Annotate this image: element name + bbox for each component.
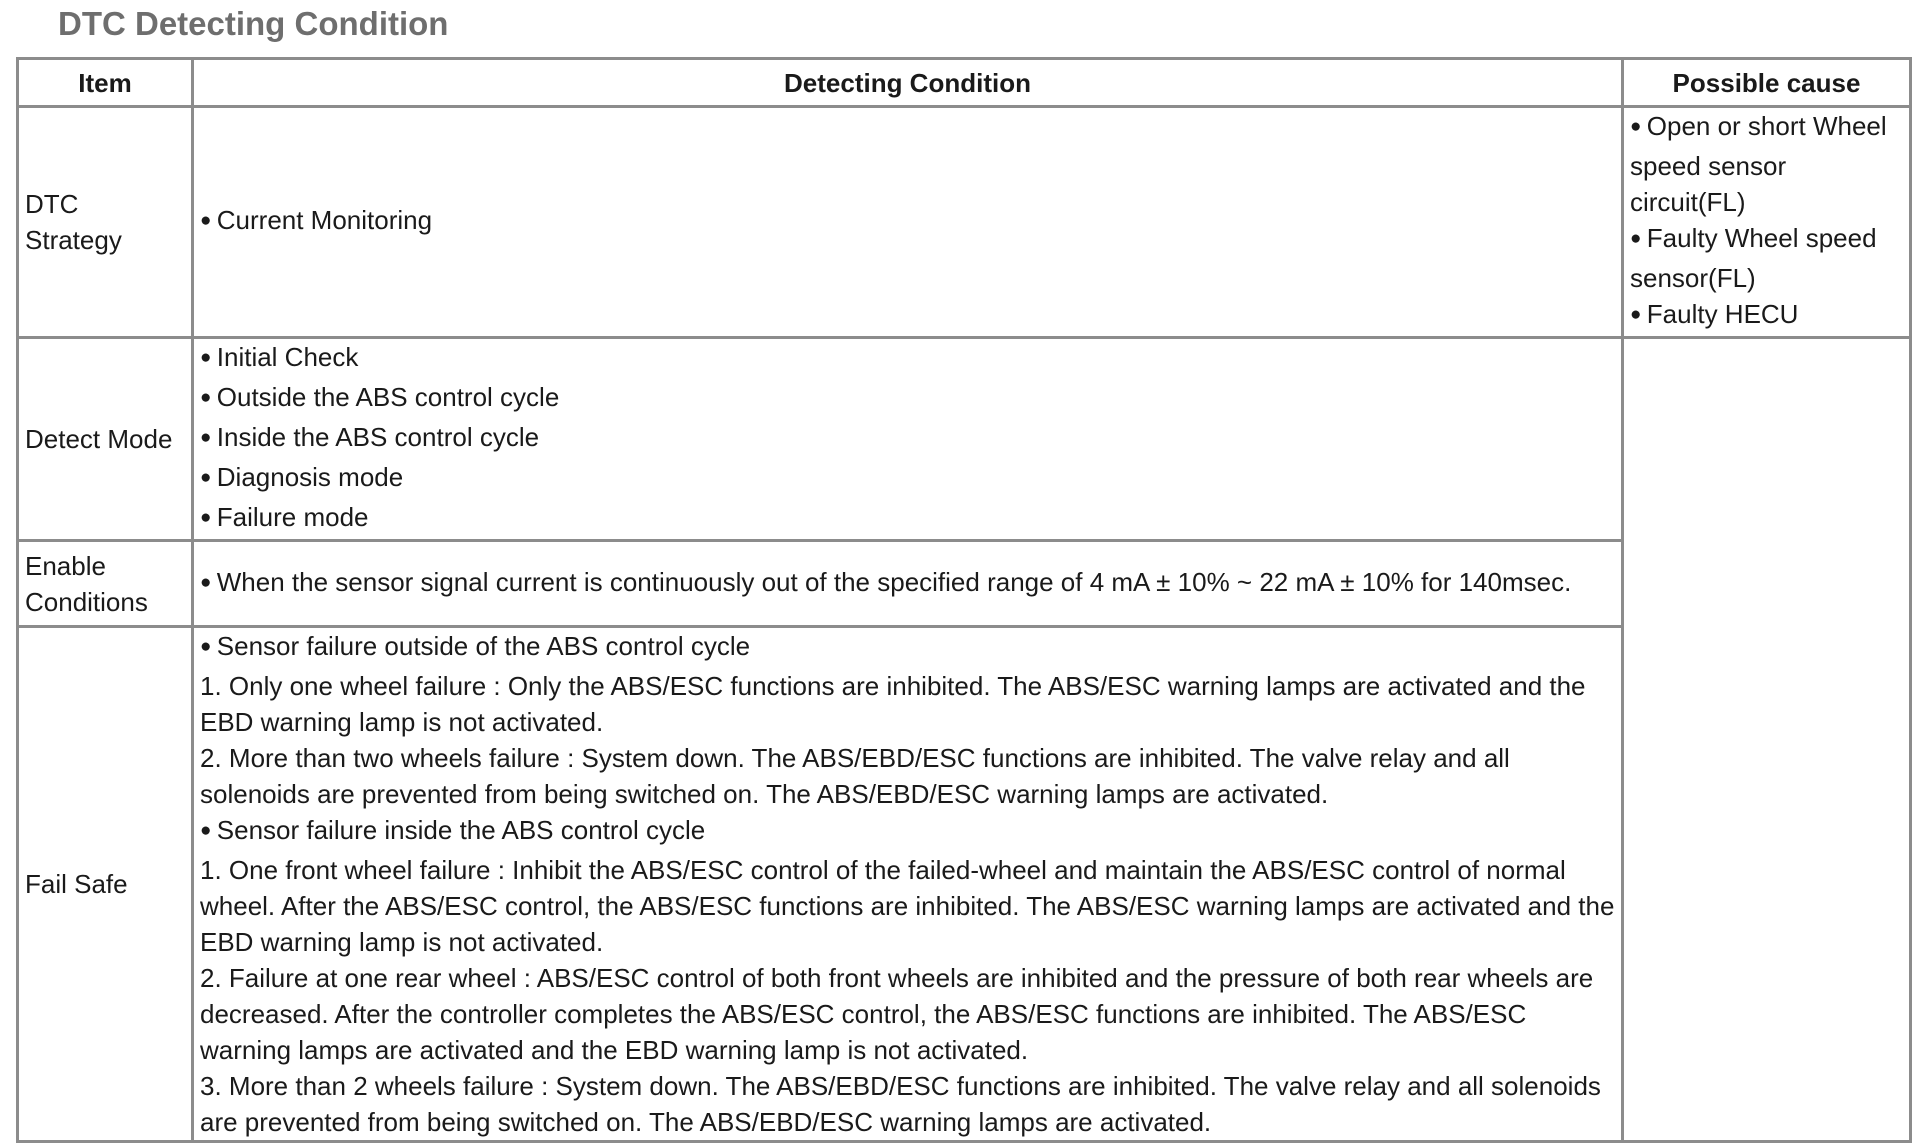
item-cell-dtc-strategy — [18, 107, 193, 338]
item-label: Detect Mode — [25, 424, 173, 454]
page-title: DTC Detecting Condition — [58, 5, 449, 42]
fail-safe-line: 3. More than 2 wheels failure : System down. The ABS/EBD/ESC functions are inhibited. The valve relay and all solenoids are prevented from being switched on. The ABS/EBD/ESC warning lamps are activated. — [200, 1071, 1601, 1137]
condition-bullet: ● Current Monitoring — [200, 202, 1615, 242]
condition-bullet: ● Diagnosis mode — [200, 459, 1615, 499]
table-row-dtc-strategy — [18, 107, 1911, 338]
possible-cause-item: ● Faulty Wheel speed sensor(FL) — [1630, 220, 1903, 296]
possible-cause-empty-cell — [1623, 338, 1911, 1142]
dtc-detecting-condition-table — [16, 57, 1912, 1143]
condition-cell-enable-conditions — [193, 541, 1623, 627]
possible-cause-item: ● Open or short Wheel speed sensor circuit(FL) — [1630, 108, 1903, 220]
condition-bullet: ● Outside the ABS control cycle — [200, 379, 1615, 419]
fail-safe-heading: ● Sensor failure outside of the ABS control cycle — [200, 628, 1615, 668]
item-label: DTC Strategy — [25, 189, 122, 255]
fail-safe-line: 1. One front wheel failure : Inhibit the ABS/ESC control of the failed-wheel and maintain the ABS/ESC control of normal wheel. After the ABS/ESC control, the ABS/ESC functions are inhibited. The ABS/ESC warning lamps are activated and the EBD warning lamp is not activated. — [200, 855, 1615, 957]
item-cell-fail-safe — [18, 627, 193, 1142]
possible-cause-item: ● Faulty HECU — [1630, 296, 1903, 336]
fail-safe-line: 2. More than two wheels failure : System down. The ABS/EBD/ESC functions are inhibited. The valve relay and all solenoids are prevented from being switched on. The ABS/EBD/ESC warning lamps are activated. — [200, 743, 1510, 809]
fail-safe-line: 1. Only one wheel failure : Only the ABS/ESC functions are inhibited. The ABS/ESC warning lamps are activated and the EBD warning lamp is not activated. — [200, 671, 1586, 737]
header-detecting-condition: Detecting Condition — [193, 59, 1623, 107]
item-label: Enable Conditions — [25, 550, 148, 617]
possible-cause-cell — [1623, 107, 1911, 338]
item-cell-detect-mode — [18, 338, 193, 541]
table-header-row — [18, 59, 1911, 107]
item-label: Fail Safe — [25, 869, 128, 899]
fail-safe-line: 2. Failure at one rear wheel : ABS/ESC control of both front wheels are inhibited and the pressure of both rear wheels are decreased. After the controller completes the ABS/ESC control, the ABS/ESC functions are inhibited. The ABS/ESC warning lamps are activated and the EBD warning lamp is not activated. — [200, 963, 1594, 1065]
header-item: Item — [18, 59, 193, 107]
fail-safe-heading: ● Sensor failure inside the ABS control cycle — [200, 812, 1615, 852]
item-cell-enable-conditions — [18, 541, 193, 627]
condition-bullet: ● Failure mode — [200, 499, 1615, 539]
header-possible-cause: Possible cause — [1623, 59, 1911, 107]
condition-cell-fail-safe — [193, 627, 1623, 1142]
condition-cell-dtc-strategy — [193, 107, 1623, 338]
condition-bullet: ● Inside the ABS control cycle — [200, 419, 1615, 459]
condition-cell-detect-mode — [193, 338, 1623, 541]
condition-bullet: ● Initial Check — [200, 339, 1615, 379]
condition-bullet: ● When the sensor signal current is continuously out of the specified range of 4 mA ± 10% ~ 22 mA ± 10% for 140msec. — [200, 564, 1615, 604]
table-row-detect-mode — [18, 338, 1911, 541]
